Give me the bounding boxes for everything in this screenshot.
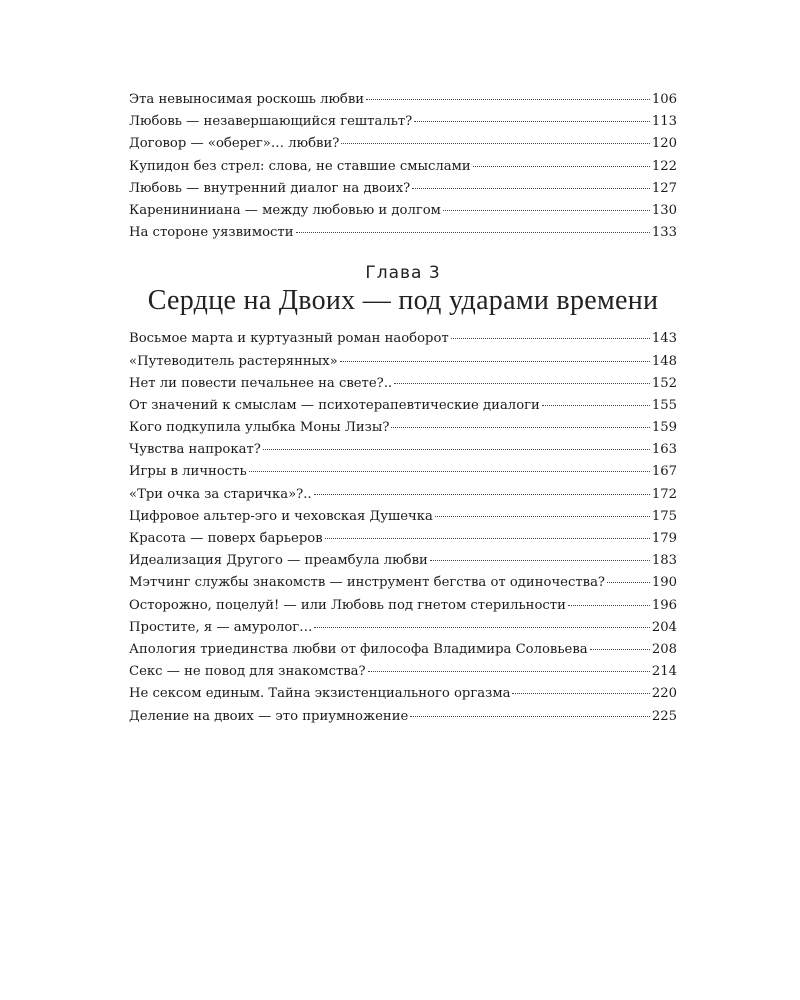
toc-entry-title: Чувства напрокат? bbox=[129, 442, 261, 458]
toc-entry-title: Восьмое марта и куртуазный роман наоборот bbox=[129, 331, 449, 347]
dot-leader bbox=[451, 338, 650, 339]
dot-leader bbox=[607, 582, 650, 583]
dot-leader bbox=[341, 143, 650, 144]
dot-leader bbox=[410, 716, 650, 717]
dot-leader bbox=[263, 449, 650, 450]
toc-entry bbox=[129, 484, 677, 506]
toc-entry-page: 127 bbox=[651, 180, 677, 196]
toc-list-chapter-3 bbox=[129, 328, 677, 727]
toc-entry-title: От значений к смыслам — психотерапевтические диалоги bbox=[129, 397, 540, 413]
chapter-heading bbox=[129, 262, 677, 318]
toc-entry bbox=[129, 200, 677, 222]
toc-entry-title: Апология триединства любви от философа Владимира Соловьева bbox=[129, 641, 588, 657]
toc-entry-title: Эта невыносимая роскошь любви bbox=[129, 92, 365, 107]
toc-entry-title: Осторожно, поцелуй! — или Любовь под гнетом стерильности bbox=[129, 597, 566, 613]
toc-entry bbox=[129, 417, 677, 439]
toc-entry-page: 204 bbox=[651, 619, 677, 635]
toc-entry-page: 130 bbox=[651, 202, 677, 218]
toc-entry-title: Каренининиана — между любовью и долгом bbox=[129, 202, 441, 218]
toc-entry bbox=[129, 351, 677, 373]
toc-entry-page: 172 bbox=[651, 486, 677, 502]
toc-entry-page: 167 bbox=[651, 464, 677, 480]
toc-entry-page: 179 bbox=[651, 531, 677, 546]
toc-entry-title: Не сексом единым. Тайна экзистенциального оргазма bbox=[129, 686, 511, 702]
dot-leader bbox=[394, 383, 650, 384]
toc-entry-page: 155 bbox=[651, 397, 677, 413]
toc-entry bbox=[129, 439, 677, 461]
dot-leader bbox=[542, 405, 650, 406]
toc-entry bbox=[129, 395, 677, 417]
toc-entry-page: 196 bbox=[651, 597, 677, 613]
toc-entry bbox=[129, 89, 677, 111]
toc-entry-title: Деление на двоих — это приумножение bbox=[129, 708, 409, 724]
dot-leader bbox=[435, 516, 650, 517]
toc-entry bbox=[129, 595, 677, 617]
dot-leader bbox=[590, 649, 650, 650]
toc-entry bbox=[129, 178, 677, 200]
toc-entry bbox=[129, 328, 677, 350]
toc-entry bbox=[129, 133, 677, 155]
toc-entry-title: «Путеводитель растерянных» bbox=[129, 353, 338, 369]
dot-leader bbox=[412, 188, 650, 189]
toc-entry-page: 133 bbox=[651, 225, 677, 241]
dot-leader bbox=[512, 693, 649, 694]
dot-leader bbox=[414, 121, 650, 122]
toc-entry-title: Игры в личность bbox=[129, 464, 247, 480]
toc-entry-page: 190 bbox=[651, 575, 677, 591]
chapter-title: Сердце на Двоих — под ударами времени bbox=[147, 285, 659, 317]
toc-entry bbox=[129, 111, 677, 133]
toc-entry-page: 214 bbox=[651, 664, 677, 680]
dot-leader bbox=[366, 99, 650, 100]
dot-leader bbox=[473, 166, 650, 167]
dot-leader bbox=[314, 494, 650, 495]
toc-entry-title: Мэтчинг службы знакомств — инструмент бегства от одиночества? bbox=[129, 575, 606, 591]
dot-leader bbox=[325, 538, 650, 539]
dot-leader bbox=[368, 671, 650, 672]
toc-entry bbox=[129, 661, 677, 683]
toc-entry bbox=[129, 461, 677, 483]
toc-entry bbox=[129, 222, 677, 244]
toc-entry-title: «Три очка за старичка»?.. bbox=[129, 486, 312, 502]
toc-list-previous-chapter bbox=[129, 89, 677, 244]
dot-leader bbox=[314, 627, 649, 628]
toc-entry bbox=[129, 683, 677, 705]
dot-leader bbox=[296, 232, 650, 233]
toc-entry-page: 113 bbox=[651, 114, 677, 130]
toc-entry-title: На стороне уязвимости bbox=[129, 225, 294, 241]
toc-entry-page: 122 bbox=[651, 158, 677, 174]
toc-entry bbox=[129, 506, 677, 528]
toc-entry-title: Красота — поверх барьеров bbox=[129, 531, 323, 546]
toc-entry-page: 143 bbox=[651, 331, 677, 347]
toc-entry-page: 163 bbox=[651, 442, 677, 458]
toc-entry-page: 208 bbox=[651, 641, 677, 657]
dot-leader bbox=[249, 471, 650, 472]
toc-entry-title: Идеализация Другого — преамбула любви bbox=[129, 553, 428, 569]
toc-entry-title: Договор — «оберег»… любви? bbox=[129, 136, 340, 152]
toc-entry-title: Простите, я — амуролог… bbox=[129, 619, 313, 635]
toc-entry-title: Купидон без стрел: слова, не ставшие смыслами bbox=[129, 158, 471, 174]
chapter-label: Глава 3 bbox=[365, 263, 441, 284]
table-of-contents-page bbox=[129, 89, 677, 728]
toc-entry bbox=[129, 550, 677, 572]
toc-entry bbox=[129, 156, 677, 178]
dot-leader bbox=[443, 210, 650, 211]
dot-leader bbox=[430, 560, 650, 561]
toc-entry bbox=[129, 373, 677, 395]
toc-entry-page: 175 bbox=[651, 508, 677, 524]
toc-entry-page: 159 bbox=[651, 420, 677, 436]
toc-entry-title: Нет ли повести печальнее на свете?.. bbox=[129, 375, 393, 391]
toc-entry-title: Любовь — внутренний диалог на двоих? bbox=[129, 180, 411, 196]
toc-entry bbox=[129, 528, 677, 550]
toc-entry bbox=[129, 639, 677, 661]
toc-entry-title: Любовь — незавершающийся гештальт? bbox=[129, 114, 413, 130]
toc-entry-page: 152 bbox=[651, 375, 677, 391]
toc-entry-title: Цифровое альтер-эго и чеховская Душечка bbox=[129, 508, 433, 524]
toc-entry-page: 220 bbox=[651, 686, 677, 702]
dot-leader bbox=[391, 427, 649, 428]
toc-entry bbox=[129, 572, 677, 594]
toc-entry bbox=[129, 706, 677, 728]
toc-entry-page: 183 bbox=[651, 553, 677, 569]
toc-entry-page: 106 bbox=[651, 92, 677, 107]
toc-entry-page: 148 bbox=[651, 353, 677, 369]
dot-leader bbox=[568, 605, 650, 606]
dot-leader bbox=[340, 361, 650, 362]
toc-entry bbox=[129, 617, 677, 639]
toc-entry-title: Секс — не повод для знакомства? bbox=[129, 664, 366, 680]
toc-entry-title: Кого подкупила улыбка Моны Лизы? bbox=[129, 420, 390, 436]
toc-entry-page: 225 bbox=[651, 708, 677, 724]
toc-entry-page: 120 bbox=[651, 136, 677, 152]
